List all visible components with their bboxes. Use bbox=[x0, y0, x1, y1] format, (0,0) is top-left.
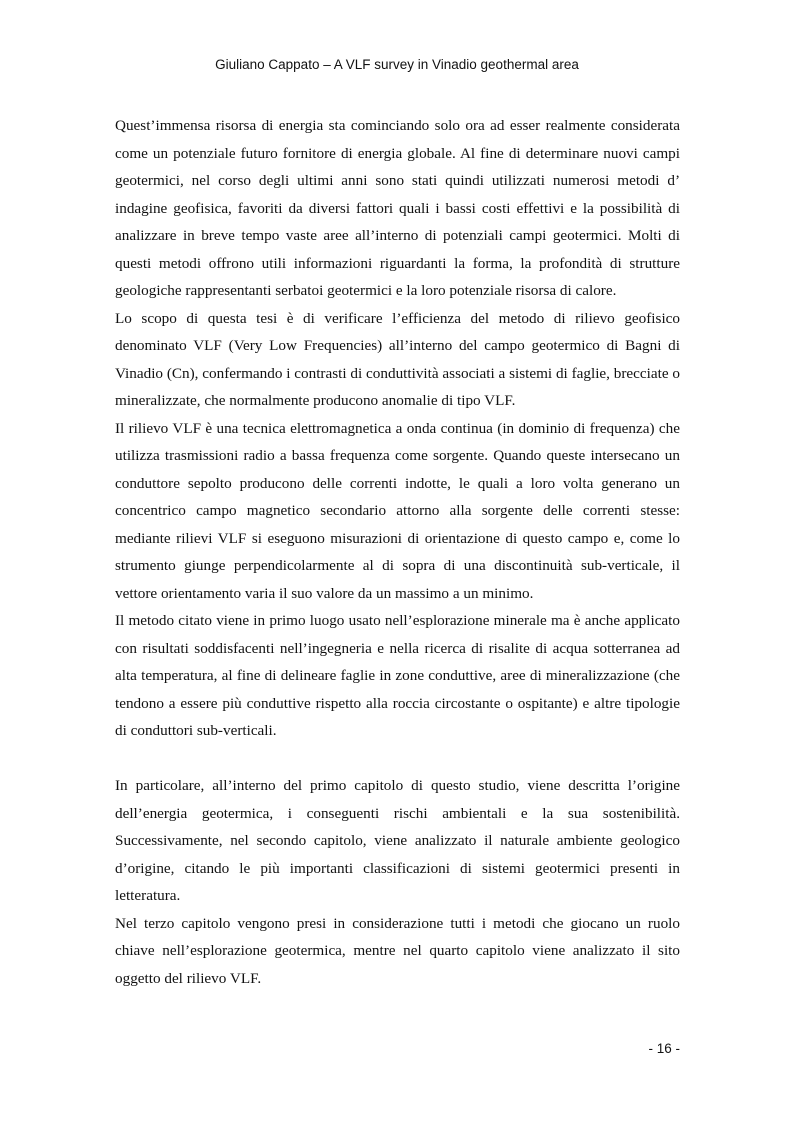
paragraph-5: In particolare, all’interno del primo capitolo di questo studio, viene descritta l’origine dell’energia geotermica, i conseguenti rischi ambientali e la sua sostenibilità. Successivamente, nel secondo capitolo, viene analizzato il naturale ambiente geologico d’origine, citando le più importanti classificazioni di sistemi geotermici presenti in letteratura. bbox=[115, 777, 680, 904]
paragraph-3: Il rilievo VLF è una tecnica elettromagnetica a onda continua (in dominio di frequenza) che utilizza trasmissioni radio a bassa frequenza come sorgente. Quando queste intersecano un conduttore sepolto producono delle correnti indotte, le quali a loro volta generano un concentrico campo magnetico secondario attorno alla sorgente delle correnti stesse: mediante rilievi VLF si eseguono misurazioni di orientazione di questo campo e, come lo strumento giunge perpendicolarmente al di sopra di una discontinuità sub-verticale, il vettore orientamento varia il suo valore da un massimo a un minimo. bbox=[115, 419, 680, 602]
paragraph-6: Nel terzo capitolo vengono presi in considerazione tutti i metodi che giocano un ruolo chiave nell’esplorazione geotermica, mentre nel quarto capitolo viene analizzato il sito oggetto del rilievo VLF. bbox=[115, 914, 680, 987]
running-header: Giuliano Cappato – A VLF survey in Vinadio geothermal area bbox=[215, 57, 579, 72]
paragraph-2: Lo scopo di questa tesi è di verificare l’efficienza del metodo di rilievo geofisico denominato VLF (Very Low Frequencies) all’interno del campo geotermico di Bagni di Vinadio (Cn), confermando i contrasti di conduttività associati a sistemi di faglie, brecciate o mineralizzate, che normalmente producono anomalie di tipo VLF. bbox=[115, 309, 680, 409]
body-text bbox=[115, 112, 680, 992]
paragraph-4: Il metodo citato viene in primo luogo usato nell’esplorazione minerale ma è anche applicato con risultati soddisfacenti nell’ingegneria e nella ricerca di risalite di acqua sotterranea ad alta temperatura, al fine di delineare faglie in zone conduttive, aree di mineralizzazione (che tendono a essere più conduttive rispetto alla roccia circostante o ospitante) e altre tipologie di conduttori sub-verticali. bbox=[115, 612, 680, 739]
paragraph-1: Quest’immensa risorsa di energia sta cominciando solo ora ad esser realmente considerata come un potenziale futuro fornitore di energia globale. Al fine di determinare nuovi campi geotermici, nel corso degli ultimi anni sono stati quindi utilizzati numerosi metodi d’ indagine geofisica, favoriti da diversi fattori quali i bassi costi effettivi e la possibilità di analizzare in breve tempo vaste aree all’interno di potenziali campi geotermici. Molti di questi metodi offrono utili informazioni riguardanti la forma, la profondità di strutture geologiche rappresentanti serbatoi geotermici e la loro potenziale risorsa di calore. bbox=[115, 117, 680, 299]
page-number: - 16 - bbox=[648, 1041, 680, 1056]
